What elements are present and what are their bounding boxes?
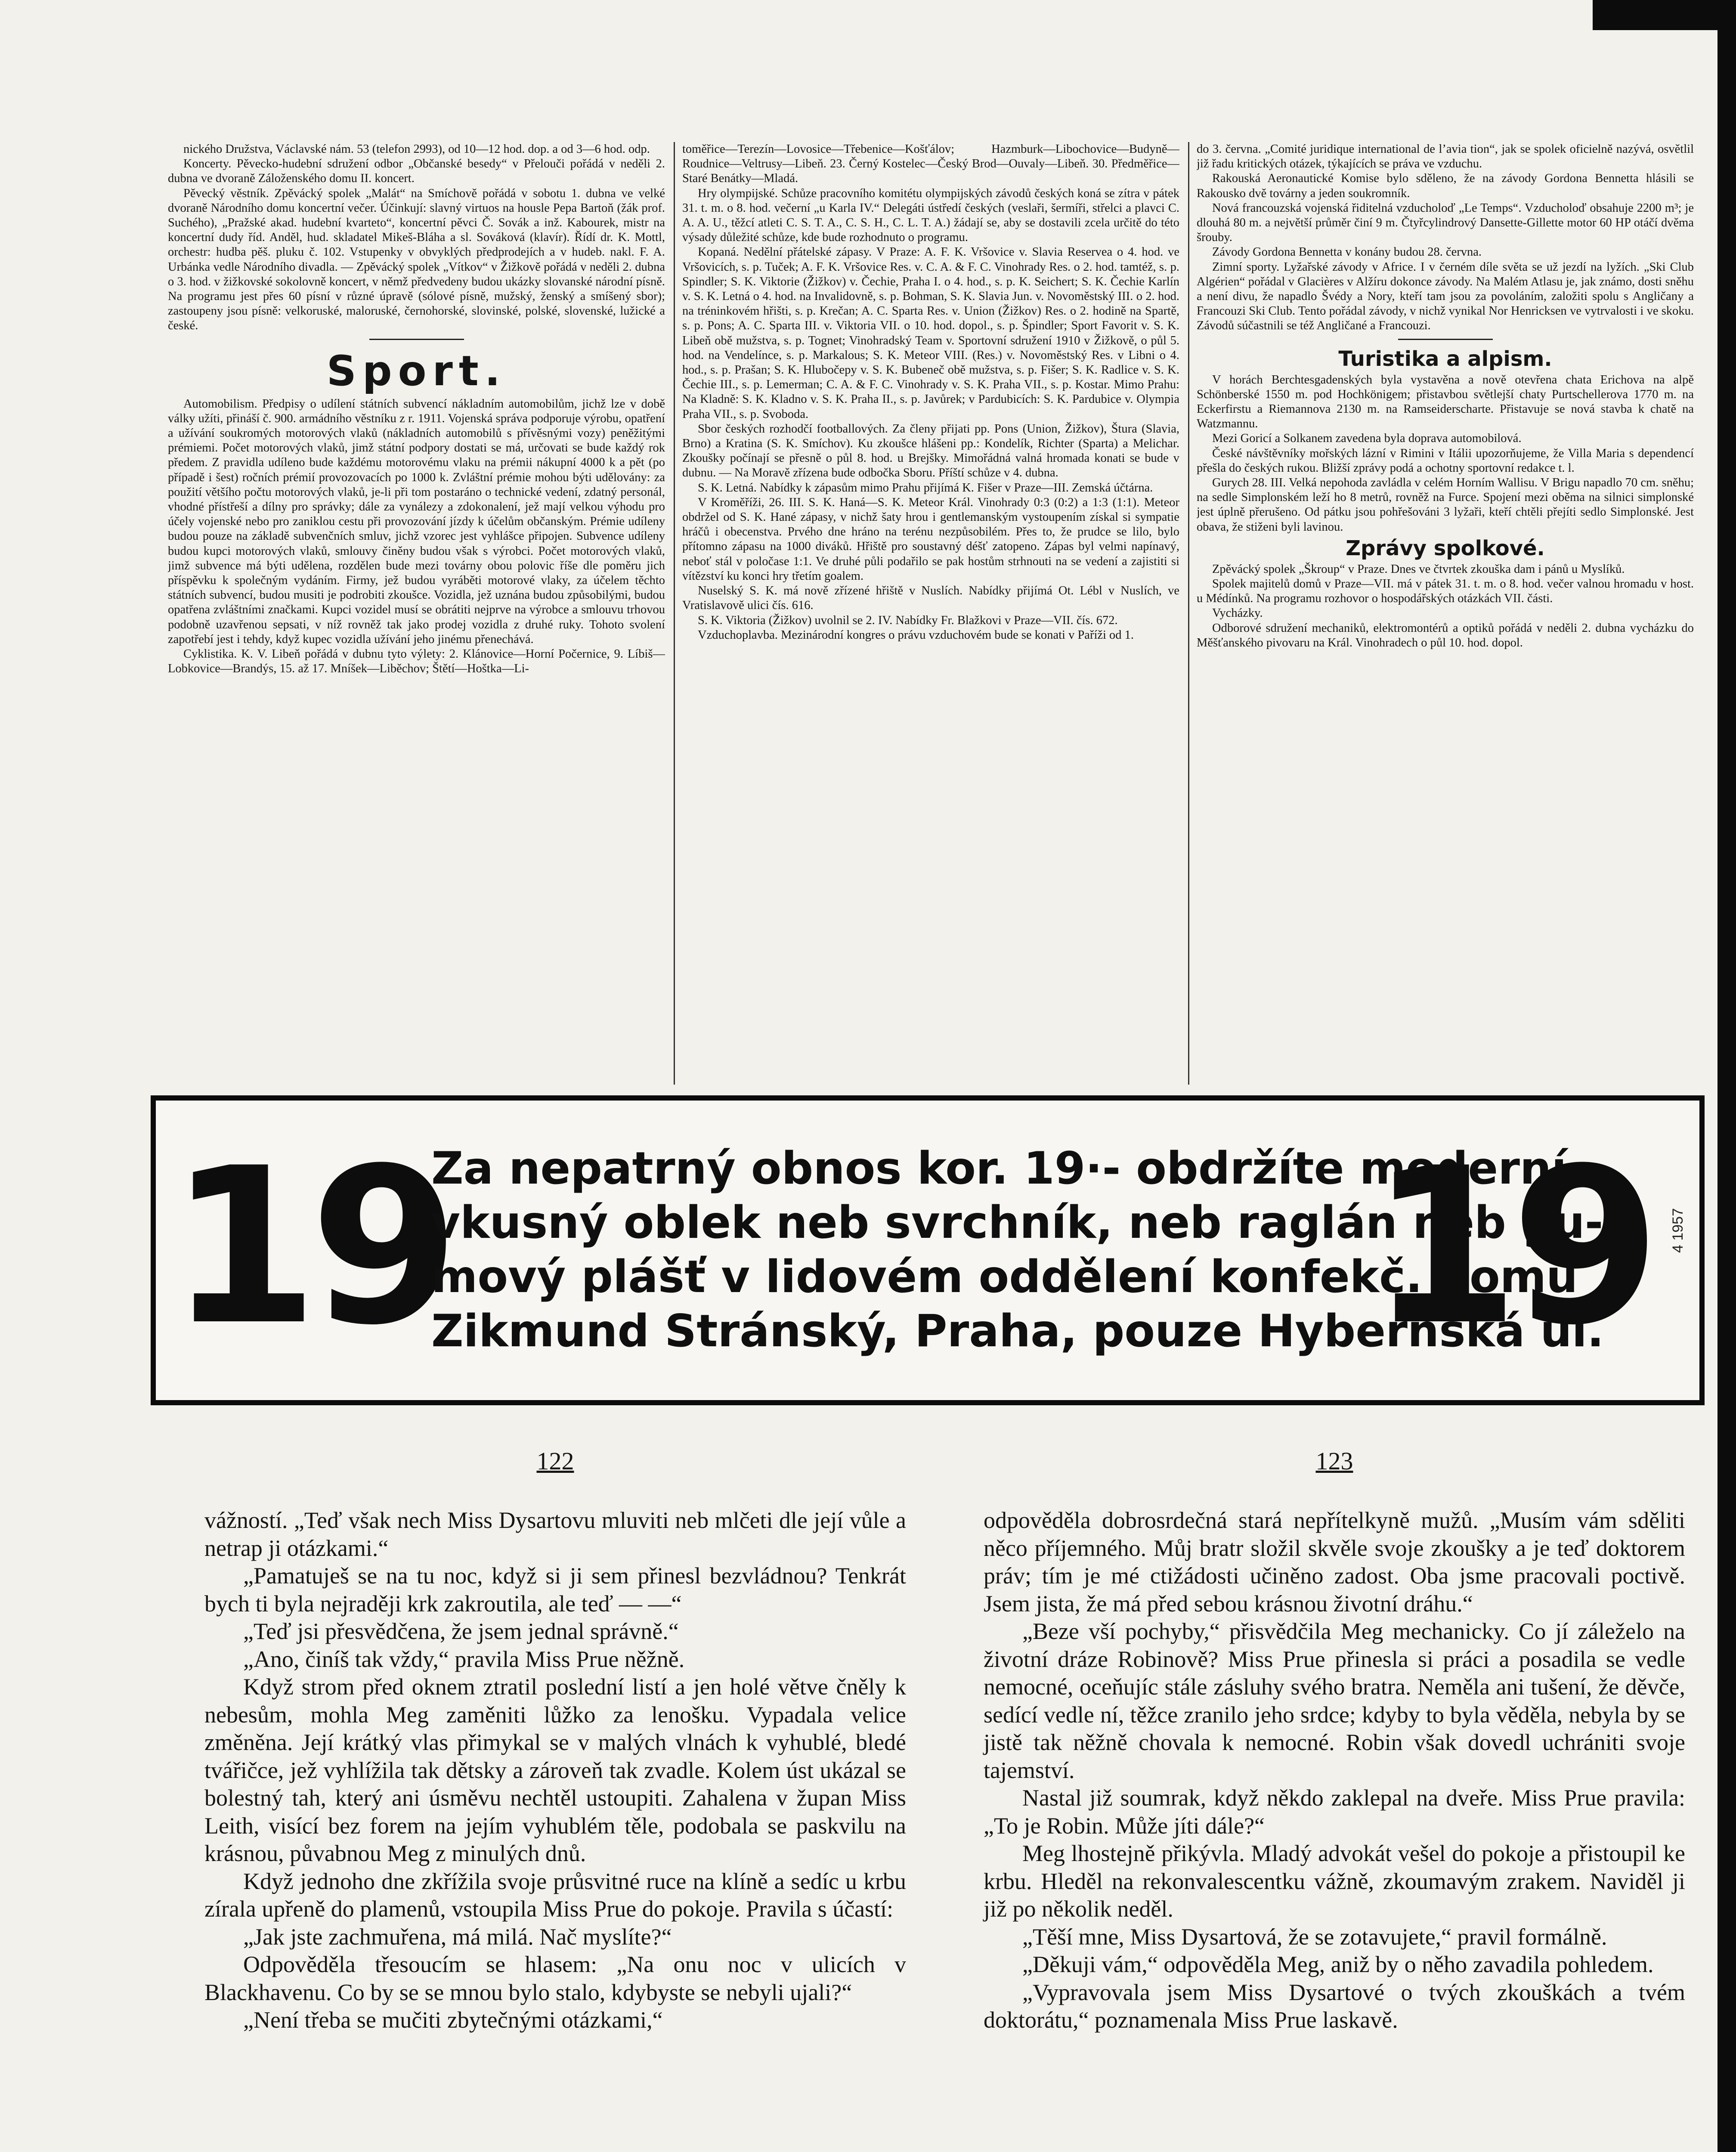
- ad-text: [431, 1141, 1604, 1358]
- news-paragraph: V Kroměříži, 26. III. S. K. Haná—S. K. Meteor Král. Vinohrady 0:3 (0:2) a 1:3 (1:1). Meteor obdržel od S. K. Hané zápasy, v nichž šaty hrou i gentlemanským vystoupením získal si sympatie hráčů i obecenstva. Prvého dne hráno na terénu nezpůsobilém. Přes to, že prudce se lilo, bylo přítomno zápasu na 1000 diváků. Hřiště pro soustavný déšť zatopeno. Zápas byl velmi napínavý, neboť stál v poločase 1:1. Ve druhé půli podařilo se pak hostům strhnouti na se vedení a zajistiti si vítězství ku konci hry třetím goalem.: [682, 495, 1179, 583]
- news-paragraph: Sbor českých rozhodčí footballových. Za členy přijati pp. Pons (Union, Žižkov), Štura (Slavia, Brno) a Kratina (S. K. Smíchov). Ku zkoušce hlášeni pp.: Kondelík, Richter (Sparta) a Melichar. Zkoušky počínají se přesně o půl 8. hod. u Brejšky. Mimořádná valná hromada konati se bude v dubnu. — Na Moravě zřízena bude odbočka Sboru. Příští schůze v 4. dubna.: [682, 422, 1179, 480]
- book-paragraph: Když strom před oknem ztratil poslední listí a jen holé větve čněly k nebesům, mohla Meg zaměniti lůžko za lenošku. Vypadala velice změněna. Její krátký vlas přimykal se v malých vlnách k vyhublé, bledé tvářičce, jež vyhlížila tak dětsky a zároveň tak zvadle. Kolem úst ukázal se bolestný tah, který ani úsměvu nechtěl ustoupiti. Zahalena v župan Miss Leith, visící bez forem na jejím vyhublém těle, podobala se paskvilu na krásnou, půvabnou Meg z minulých dnů.: [204, 1674, 906, 1866]
- news-column-2: [682, 142, 1179, 1085]
- ad-line: mový plášť v lidovém oddělení konfekč. domu: [431, 1251, 1578, 1303]
- book-paragraph: „Ano, činíš tak vždy,“ pravila Miss Prue něžně.: [243, 1646, 685, 1672]
- news-paragraph: Zimní sporty. Lyžařské závody v Africe. I v černém díle světa se už jezdí na lyžích. „Ski Club Algérien“ pořádal v Glacières v Alžíru dokonce závody. Na Malém Atlasu je, jak známo, dosti sněhu a není divu, že napadlo Švédy a Nory, kteří tam jsou za povoláním, založiti spolu s Angličany a Francouzi Ski Club. Tento pořádal závody, v nichž vynikal Nor Henricksen ve vytrvalosti i ve skoku. Závodů súčastnili se též Angličané a Francouzi.: [1197, 260, 1694, 333]
- page-number: 123: [1315, 1447, 1353, 1475]
- news-paragraph: Gurych 28. III. Velká nepohoda zavládla v celém Horním Wallisu. V Brigu napadlo 70 cm. sněhu; na sedle Simplonském leží ho 8 metrů, rovněž na Furce. Spojení mezi oběma na silnici simplonské jest úplně přerušeno. Od pátku jsou pohřešováni 3 lyžaři, kteří chtěli přejíti sedlo Simplonské. Jest obava, že stiženi byli lavinou.: [1197, 476, 1694, 534]
- book-page-body: [984, 1506, 1685, 2034]
- book-paragraph: „Vypravovala jsem Miss Dysartové o tvých zkouškách a tvém doktorátu,“ poznamenala Miss Prue laskavě.: [984, 1979, 1685, 2033]
- book-paragraph: Meg lhostejně přikývla. Mladý advokát vešel do pokoje a přistoupil ke krbu. Hleděl na rekonvalescentku vážně, zkoumavým zrakem. Naviděl ji již po několik neděl.: [984, 1840, 1685, 1922]
- news-paragraph: Automobilism. Předpisy o udílení státních subvencí nákladním automobilům, jichž lze v době války užíti, přináší č. 900. armádního věstníku z r. 1911. Vojenská správa podporuje výrobu, opatření a užívání soukromých motorových vlaků (nákladních automobilů s přívěsnými vozy) peněžitými prémiemi. Počet motorových vlaků, jimž státní podpory dostati se má, určovati se bude každý rok předem. Z pravidla udíleno bude každému motorovému vlaku na prémii nákupní 4000 k a pět (po případě i šest) ročních prémií provozovacích po 1000 k. Zvláštní prémie mohou býti udělovány: za použití většího počtu motorových vlaků, je-li při tom postaráno o technické vedení, zdatný personál, vhodné přístřeší a dílny pro správky; dále za vynálezy a zdokonalení, jež mají velkou výhodu pro účely vojenské nebo pro zaniklou cestu při provozování jízdy k účelům občanským. Prémie udíleny budou pouze na základě subvenčních smluv, jichž vzorec jest vyhlášce připojen. Subvence udíleny budou kupci motorových vlaků, smlouvy činěny budou však s výrobci. Počet motorových vlaků, jimž subvence má býti udělena, rozdělen bude mezi továrny obou polovic říše dle poměru jich příspěvku k společným vydáním. Firmy, jež budou vyráběti motorové vlaky, za účelem těchto státních subvencí, budou musiti je podrobiti zkoušce. Vozidla, jež uznána budou způsobilými, budou opatřena zvláštními značkami. Kupci vozidel musí se obrátiti nejprve na výrobce a smlouvu trhovou podobně uzavřenou sepsati, v níž rovněž tak jako prodej vozidla z druhé ruky. Tohoto svolení zapotřebí jest i tehdy, když kupec vozidla užívání jeho jinému přenechává.: [168, 397, 665, 646]
- ad-number-right: 19: [1370, 1122, 1652, 1372]
- news-paragraph: S. K. Letná. Nabídky k zápasům mimo Prahu přijímá K. Fišer v Praze—III. Zemská účtárna.: [698, 481, 1153, 495]
- news-paragraph: Zpěvácký spolek „Škroup“ v Praze. Dnes ve čtvrtek zkouška dam i pánů u Myslíků.: [1212, 562, 1625, 576]
- news-paragraph: S. K. Viktoria (Žižkov) uvolnil se 2. IV. Nabídky Fr. Blažkovi v Praze—VII. čís. 672.: [698, 613, 1118, 627]
- separator-rule: [369, 339, 464, 340]
- news-paragraph: Mezi Goricí a Solkanem zavedena byla doprava automobilová.: [1212, 432, 1522, 445]
- page-number: 122: [536, 1447, 574, 1475]
- news-paragraph: Spolek majitelů domů v Praze—VII. má v pátek 31. t. m. o 8. hod. večer valnou hromadu v host. u Médínků. Na programu rozhovor o hospodářských otázkách VII. části.: [1197, 577, 1694, 606]
- book-page-left: [204, 1446, 906, 2152]
- news-paragraph: Kopaná. Nedělní přátelské zápasy. V Praze: A. F. K. Vršovice v. Slavia Reservea o 4. hod. ve Vršovicích, s. p. Tuček; A. F. K. Vršovice Res. v. C. A. & F. C. Vinohrady Res. o 2. hod. tamtéž, s. p. Spindler; S. K. Viktorie (Žižkov) v. Čechie, Praha I. o 4. hod., s. p. K. Seichert; S. K. Čechie Karlín v. S. K. Letná o 4. hod. na Invalidovně, s. p. Bohman, S. K. Slavia Jun. v. Novoměstský III. o 2. hod. na tréninkovém hřišti, s. p. Krečan; A. C. Sparta Res. v. Union (Žižkov) Res. o 2. hodině na Spartě, s. p. Pons; A. C. Sparta III. v. Viktoria VII. o 10. hod. dopol., s. p. Špindler; Sport Favorit v. S. K. Libeň obě mužstva, s. p. Tognet; Vinohradský Team v. Sportovní sdružení 1910 v Žižkově, o půl 5. hod. na Vendelínce, s. p. Markalous; S. K. Meteor VIII. (Res.) v. Novoměstský Res. v Libni o 4. hod., s. p. Prašan; S. K. Hlubočepy v. S. K. Bubeneč obě mužstva, s. p. Fišer; S. K. Radlice v. S. K. Čechie III., s. p. Lemerman; C. A. & F. C. Vinohrady v. S. K. Praha VII., s. p. Kostar. Mimo Prahu: Na Kladně: S. K. Kladno v. S. K. Praha II., s. p. Javůrek; v Pardubicích: S. K. Pardubice v. Olympia Praha VII., s. p. Svoboda.: [682, 245, 1179, 421]
- section-heading: Zprávy spolkové.: [1346, 536, 1545, 560]
- book-paragraph: „Pamatuješ se na tu noc, když si ji sem přinesl bezvládnou? Tenkrát bych ti byla nejraději krk zakroutila, ale teď — —“: [204, 1563, 906, 1617]
- news-paragraph: Rakouská Aeronautické Komise bylo sděleno, že na závody Gordona Bennetta hlásili se Rakousko dvě továrny a jeden soukromník.: [1197, 172, 1694, 200]
- book-paragraph: „Děkuji vám,“ odpověděla Meg, aniž by o něho zavadila pohledem.: [1022, 1951, 1654, 1977]
- news-paragraph: Závody Gordona Bennetta v konány budou 28. června.: [1212, 245, 1482, 259]
- ad-number-left: 19: [169, 1122, 451, 1372]
- news-paragraph: Cyklistika. K. V. Libeň pořádá v dubnu tyto výlety: 2. Klánovice—Horní Počernice, 9. Líbiš—Lobkovice—Brandýs, 15. až 17. Mníšek—Liběchov; Štětí—Hoštka—Li-: [168, 647, 665, 676]
- book-paragraph: Odpověděla třesoucím se hlasem: „Na onu noc v ulicích v Blackhavenu. Co by se se mnou bylo stalo, kdybyste se nebyli ujali?“: [204, 1951, 906, 2005]
- book-paragraph: Když jednoho dne zkřížila svoje průsvitné ruce na klíně a sedíc u krbu zírala upřeně do plamenů, vstoupila Miss Prue do pokoje. Pravila s účastí:: [204, 1868, 906, 1922]
- news-paragraph: do 3. června. „Comité juridique international de l’avia tion“, jak se spolek oficielně nazývá, osvětlil již řadu kritických otázek, týkajících se práva ve vzduchu.: [1197, 142, 1694, 171]
- book-paragraph: „Teď jsi přesvědčena, že jsem jednal správně.“: [243, 1618, 679, 1644]
- news-column-1: [168, 142, 665, 1085]
- news-column-3: [1197, 142, 1694, 1085]
- section-heading: Turistika a alpism.: [1338, 346, 1552, 371]
- column-rule: [674, 142, 675, 1085]
- ad-line: Za nepatrný obnos kor. 19·- obdržíte moderní: [431, 1143, 1567, 1194]
- news-paragraph: Odborové sdružení mechaniků, elektromontérů a optiků pořádá v neděli 2. dubna vycházku do Měšťanského pivovaru na Král. Vinohradech o půl 10. hod. dopol.: [1197, 621, 1694, 649]
- book-paragraph: vážností. „Teď však nech Miss Dysartovu mluviti neb mlčeti dle její vůle a netrap ji otázkami.“: [204, 1507, 906, 1561]
- separator-rule: [1398, 339, 1493, 340]
- book-page-right: [984, 1446, 1685, 2152]
- ad-line: vkusný oblek neb svrchník, neb raglán neb gu-: [431, 1197, 1603, 1249]
- news-paragraph: Vzduchoplavba. Mezinárodní kongres o právu vzduchovém bude se konati v Paříži od 1.: [698, 628, 1134, 642]
- book-page-body: [204, 1506, 906, 2034]
- scan-border-top: [1593, 0, 1736, 30]
- book-paragraph: „Není třeba se mučiti zbytečnými otázkami,“: [243, 2007, 663, 2033]
- news-paragraph: V horách Berchtesgadenských byla vystavěna a nově otevřena chata Erichova na alpě Schönberské 1550 m. pod Hochkönigem; přistavbou světlejší chaty Purtschellerova 1770 m. na Eckerfirstu a Riemannova 2130 m. na Ramseiderscharte. Přistavuje se nová stavba k chatě na Watzmannu.: [1197, 373, 1694, 431]
- book-paragraph: „Jak jste zachmuřena, má milá. Nač myslíte?“: [243, 1923, 672, 1950]
- book-paragraph: „Těší mne, Miss Dysartová, že se zotavujete,“ pravil formálně.: [1022, 1923, 1607, 1950]
- news-paragraph: toměřice—Terezín—Lovosice—Třebenice—Košťálov; Hazmburk—Libochovice—Budyně—Roudnice—Veltrusy—Libeň. 23. Černý Kostelec—Český Brod—Ouvaly—Libeň. 30. Předměřice—Staré Benátky—Mladá.: [682, 142, 1179, 186]
- column-rule: [1188, 142, 1189, 1085]
- news-paragraph: České návštěvníky mořských lázní v Rimini v Itálii upozorňujeme, že Villa Maria s dependencí přešla do českých rukou. Bližší zprávy podá a ochotny sportovní redakce t. l.: [1197, 446, 1694, 475]
- scanned-page: [129, 125, 1709, 2152]
- news-paragraph: nického Družstva, Václavské nám. 53 (telefon 2993), od 10—12 hod. dop. a od 3—6 hod. odp.: [183, 142, 650, 156]
- ad-code: 4 1957: [1670, 1208, 1686, 1253]
- news-paragraph: Nuselský S. K. má nově zřízené hřiště v Nuslích. Nabídky přijímá Ot. Lébl v Nuslích, ve Vratislavově ulici čís. 616.: [682, 584, 1179, 612]
- book-paragraph: odpověděla dobrosrdečná stará nepřítelkyně mužů. „Musím vám sděliti něco příjemného. Můj bratr složil skvěle svoje zkoušky a je teď doktorem práv; tím je mé ctižádosti učiněno zadost. Oba jsme pracovali poctivě. Jsem jista, že má před sebou krásnou životní dráhu.“: [984, 1507, 1685, 1617]
- advertisement: [151, 1095, 1705, 1405]
- book-paragraph: „Beze vší pochyby,“ přisvědčila Meg mechanicky. Co jí záleželo na životní dráze Robinově? Miss Prue přinesla si práci a posadila se vedle nemocné, oceňujíc stále zásluhy svého bratra. Neměla ani tušení, že děvče, sedící vedle ní, těžce zranilo jeho srdce; kdyby to byla věděla, nebyla by se jistě tak něžně chovala k nemocné. Robin však dovedl uchrániti svoje tajemství.: [984, 1618, 1685, 1783]
- news-paragraph: Hry olympijské. Schůze pracovního komitétu olympijských závodů českých koná se zítra v pátek 31. t. m. o 8. hod. večerní „u Karla IV.“ Delegáti ústředí českých (veslaři, šermíři, střelci a plavci C. A. A. U., těžcí atleti C. S. T. A., C. S. H., C. L. T. A.) žádají se, aby se dostavili zcela určitě do této výsady důležité schůze, kde bude rozhodnuto o programu.: [682, 186, 1179, 244]
- ad-line: Zikmund Stránský, Praha, pouze Hybernská ul.: [431, 1305, 1604, 1357]
- book-paragraph: Nastal již soumrak, když někdo zaklepal na dveře. Miss Prue pravila: „To je Robin. Může jíti dále?“: [984, 1785, 1685, 1839]
- news-paragraph: Vycházky.: [1212, 606, 1263, 620]
- section-heading-sport: Sport.: [326, 346, 507, 395]
- news-paragraph: Nová francouzská vojenská řiditelná vzducholoď „Le Temps“. Vzducholoď obsahuje 2200 m³; je dlouhá 80 m. a největší průměr činí 9 m. Čtyřcylindrový Dansette-Gillette motor 60 HP otáčí dvěma šrouby.: [1197, 201, 1694, 244]
- news-paragraph: Koncerty. Pěvecko-hudební sdružení odbor „Občanské besedy“ v Přelouči pořádá v neděli 2. dubna ve dvoraně Záloženského domu II. koncert.: [168, 157, 665, 186]
- newspaper-section: [168, 142, 1692, 1085]
- scan-border-right: [1717, 0, 1736, 2152]
- news-paragraph: Pěvecký věstník. Zpěvácký spolek „Malát“ na Smíchově pořádá v sobotu 1. dubna ve velké dvoraně Národního domu koncertní večer. Účinkují: slavný virtuos na housle Pepa Bartoň (žák prof. Suchého), „Pražské akad. hudební kvarteto“, koncertní pěvci Č. Sovák a inž. Kabourek, mistr na koncertní dudy říd. Anděl, hud. skladatel Mikeš-Bláha a sl. Sováková (klavír). Řídí dr. K. Mottl, orchestr: hudba pěš. pluku č. 102. Vstupenky v obvyklých předprodejích a v hudeb. nakl. F. A. Urbánka vedle Národního divadla. — Zpěvácký spolek „Vítkov“ v Žižkově pořádá v neděli 2. dubna o 3. hod. v žižkovské sokolovně koncert, v němž předvedeny budou ukázky slovanské národní písně. Na programu jest přes 60 písní v různé úpravě (sólové písně, mužský, ženský a smíšený sbor); zastoupeny jsou písně: velkoruské, maloruské, černohorské, slovinské, polské, slovenské, lužické a české.: [168, 186, 665, 333]
